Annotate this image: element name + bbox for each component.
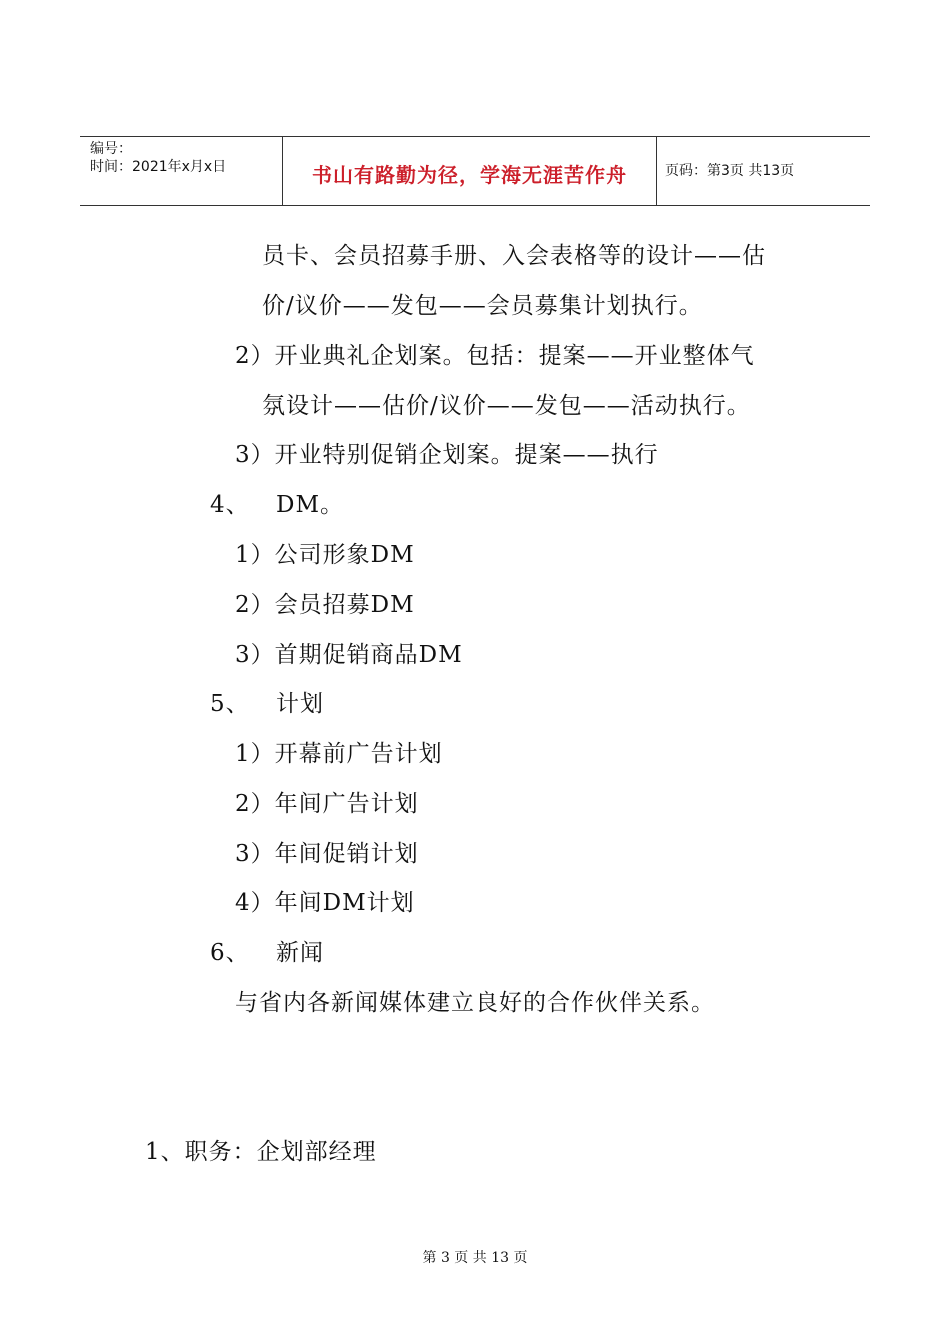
section-title: DM。 — [276, 492, 344, 518]
list-item: 3）开业特别促销企划案。提案——执行 — [235, 442, 659, 468]
body-line: 员卡、会员招募手册、入会表格等的设计——估 — [262, 243, 766, 269]
header-meta-cell — [80, 137, 283, 205]
body-paragraph: 与省内各新闻媒体建立良好的合作伙伴关系。 — [235, 990, 715, 1016]
section-title: 新闻 — [276, 940, 324, 966]
list-item: 2）会员招募DM — [235, 592, 415, 618]
section-number: 5、 — [210, 691, 250, 717]
list-item: 4）年间DM计划 — [235, 890, 415, 916]
list-item: 3）首期促销商品DM — [235, 642, 463, 668]
list-item: 1）公司形象DM — [235, 542, 415, 568]
document-time-label: 时间：2021年x月x日 — [90, 159, 227, 175]
section-heading — [210, 689, 324, 719]
body-line: 氛设计——估价/议价——发包——活动执行。 — [262, 393, 751, 419]
list-item: 2）年间广告计划 — [235, 791, 419, 817]
header-page-info: 页码：第3页 共13页 — [665, 163, 795, 179]
document-number-label: 编号： — [90, 141, 132, 157]
list-item: 3）年间促销计划 — [235, 841, 419, 867]
header-motto: 书山有路勤为径，学海无涯苦作舟 — [312, 163, 627, 187]
list-item: 1）开幕前广告计划 — [235, 741, 443, 767]
role-heading: 1、职务：企划部经理 — [145, 1139, 377, 1165]
document-header — [80, 136, 870, 206]
header-page-cell — [657, 137, 870, 205]
page-footer: 第 3 页 共 13 页 — [422, 1250, 528, 1266]
body-line: 价/议价——发包——会员募集计划执行。 — [262, 293, 703, 319]
section-number: 6、 — [210, 940, 250, 966]
section-number: 4、 — [210, 492, 250, 518]
section-title: 计划 — [276, 691, 324, 717]
section-heading — [210, 490, 344, 520]
header-motto-cell — [283, 137, 657, 205]
list-item: 2）开业典礼企划案。包括：提案——开业整体气 — [235, 343, 755, 369]
section-heading — [210, 938, 324, 968]
